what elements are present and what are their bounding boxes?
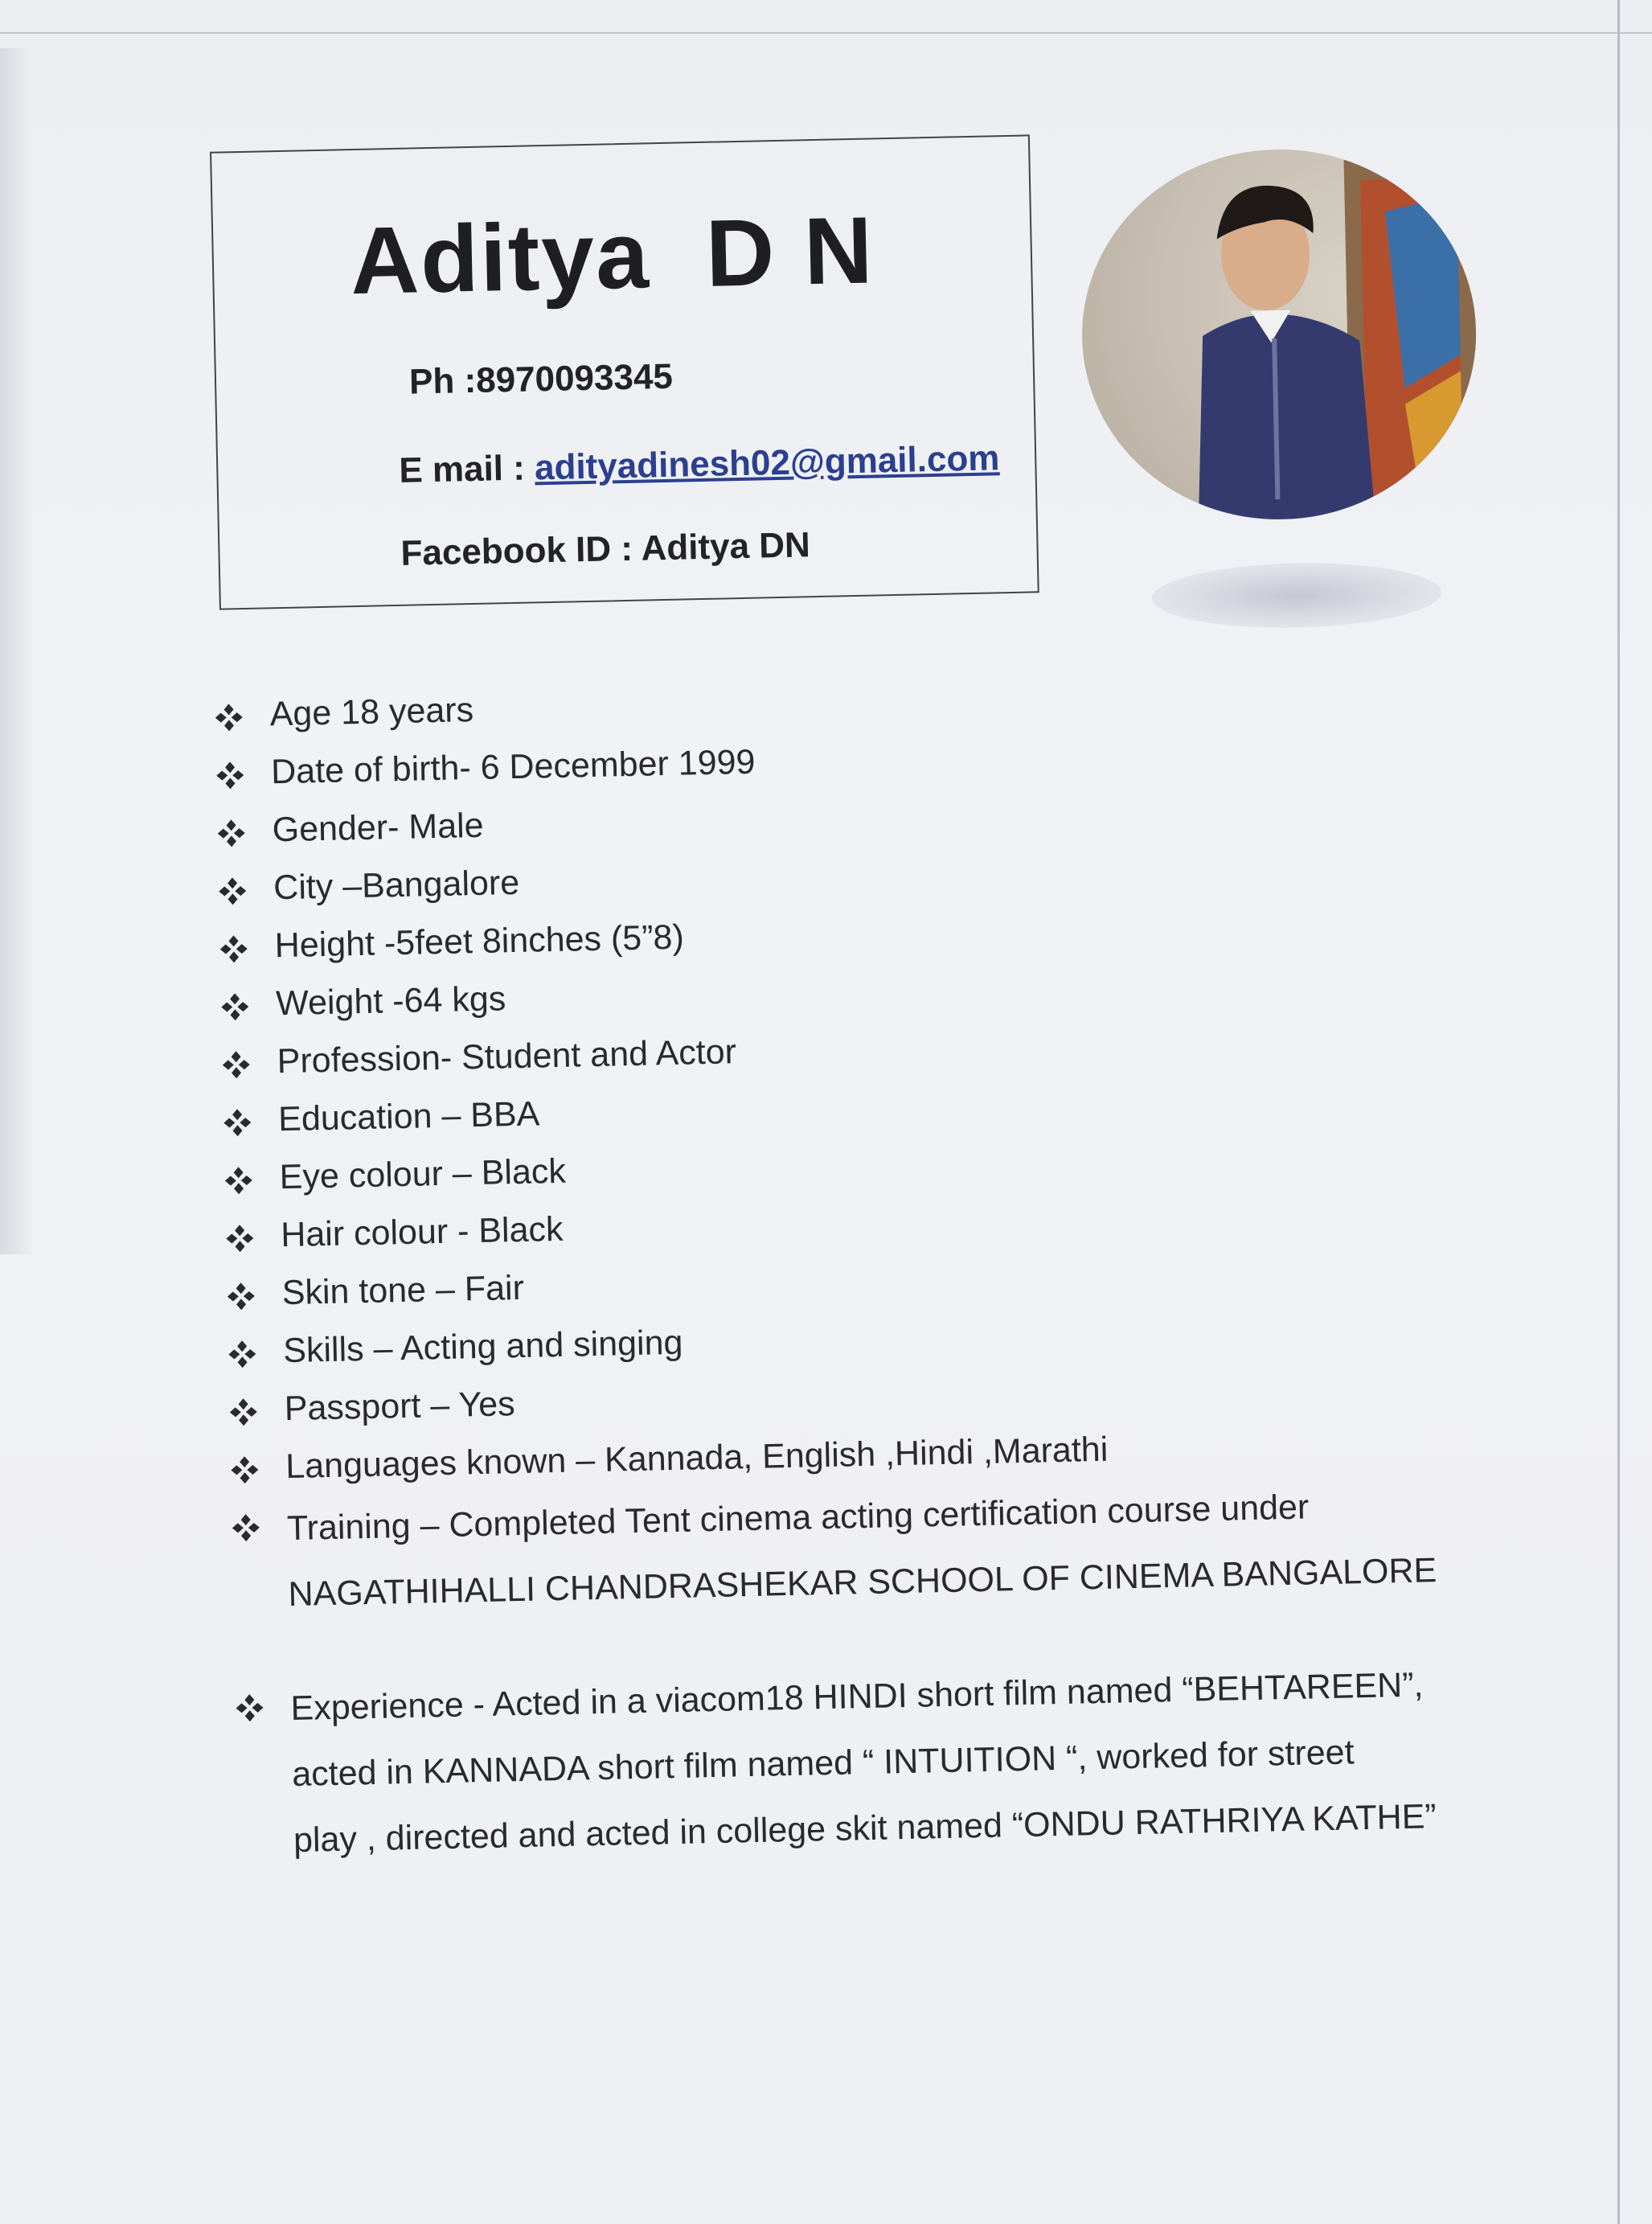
phone-line: Ph :8970093345 [408, 356, 674, 402]
email-link[interactable]: adityadinesh02@gmail.com [534, 438, 1000, 488]
diamond-bullet-icon [228, 1397, 259, 1428]
detail-passport: Passport – Yes [284, 1385, 516, 1429]
experience-line-3: play , directed and acted in college skit named “ONDU RATHRIYA KATHE” [293, 1797, 1437, 1861]
candidate-name: Aditya D N [349, 197, 875, 315]
diamond-bullet-icon [218, 934, 249, 965]
diamond-bullet-icon [234, 1693, 265, 1724]
diamond-bullet-icon [215, 818, 247, 849]
diamond-bullet-icon [227, 1339, 258, 1370]
page-top-edge [0, 32, 1652, 34]
diamond-bullet-icon [224, 1223, 256, 1254]
diamond-bullet-icon [222, 1107, 253, 1139]
email-label: E mail : [398, 448, 535, 490]
photo-shadow [1151, 560, 1442, 631]
detail-profession: Profession- Student and Actor [277, 1032, 737, 1081]
training-line-2: NAGATHIHALLI CHANDRASHEKAR SCHOOL OF CINEMA BANGALORE [288, 1551, 1437, 1615]
details-list [213, 657, 1637, 1874]
detail-height: Height -5feet 8inches (5”8) [274, 917, 685, 966]
detail-dob: Date of birth- 6 December 1999 [270, 742, 756, 792]
training-line-1: Training – Completed Tent cinema acting certification course under [286, 1487, 1310, 1549]
diamond-bullet-icon [230, 1512, 261, 1544]
detail-age: Age 18 years [269, 691, 474, 734]
experience-line-2: acted in KANNADA short film named “ INTUITION “, worked for street [291, 1733, 1355, 1795]
diamond-bullet-icon [223, 1165, 254, 1196]
list-item-experience [234, 1647, 1637, 1874]
facebook-line: Facebook ID : Aditya DN [400, 525, 811, 573]
detail-eye-colour: Eye colour – Black [279, 1151, 567, 1197]
detail-gender: Gender- Male [272, 806, 485, 850]
detail-hair-colour: Hair colour - Black [280, 1209, 564, 1255]
diamond-bullet-icon [229, 1455, 260, 1486]
contact-box [210, 134, 1039, 609]
detail-city: City –Bangalore [273, 863, 520, 908]
diamond-bullet-icon [225, 1281, 256, 1312]
detail-skills: Skills – Acting and singing [282, 1323, 683, 1371]
email-line [399, 438, 1000, 491]
experience-line-1: Experience - Acted in a viacom18 HINDI short film named “BEHTAREEN”, [290, 1665, 1424, 1729]
detail-skin-tone: Skin tone – Fair [281, 1268, 525, 1313]
diamond-bullet-icon [215, 760, 246, 791]
detail-languages: Languages known – Kannada, English ,Hindi ,Marathi [285, 1430, 1109, 1487]
profile-photo [1078, 146, 1480, 523]
detail-education: Education – BBA [277, 1094, 540, 1139]
detail-weight: Weight -64 kgs [275, 979, 506, 1024]
diamond-bullet-icon [213, 702, 244, 733]
diamond-bullet-icon [217, 876, 248, 907]
page-left-edge [0, 48, 32, 1254]
diamond-bullet-icon [220, 1049, 252, 1081]
resume-sheet [161, 82, 1650, 2170]
diamond-bullet-icon [219, 991, 251, 1023]
